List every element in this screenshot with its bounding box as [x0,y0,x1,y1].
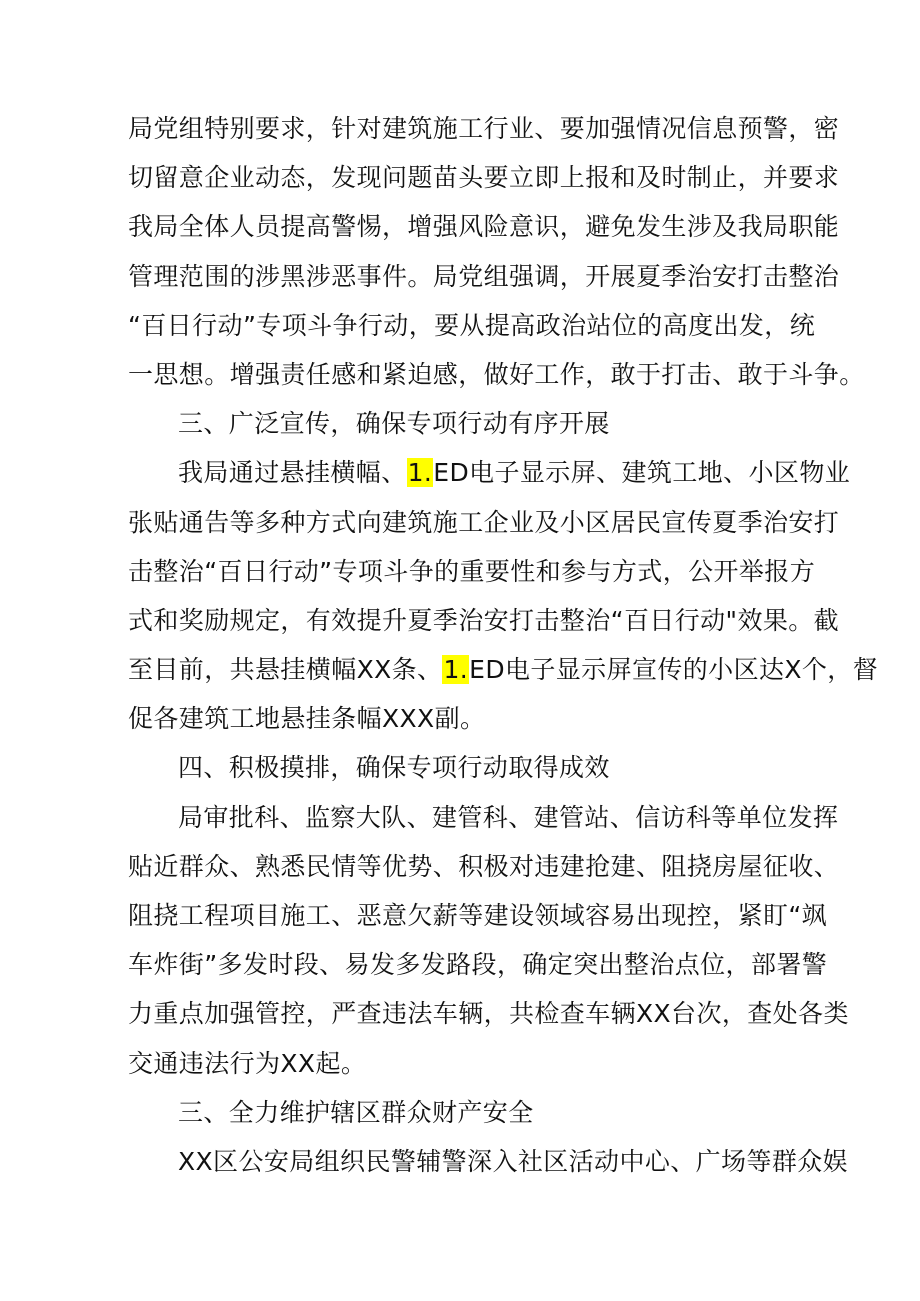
paragraph-2-line-5-part-b: ED电子显示屏宣传的小区达X个，督 [469,655,879,685]
document-body [128,104,879,1186]
paragraph-3-line-4: 车炸街”多发时段、易发多发路段，确定突出整治点位，部署警 [128,950,828,980]
highlighted-text: 1. [407,458,433,488]
paragraph-2-line-5 [128,645,879,694]
paragraph-1-line-1: 局党组特别要求，针对建筑施工行业、要加强情况信息预警，密 [128,114,840,143]
paragraph-3-line-6: 交通违法行为XX起。 [128,1048,367,1078]
paragraph-2-line-3: 击整治“百日行动”专项斗争的重要性和参与方式，公开举报方 [128,556,816,586]
paragraph-1-line-4: 管理范围的涉黑涉恶事件。局党组强调，开展夏季治安打击整治 [128,261,840,291]
paragraph-2-line-1-part-b: ED电子显示屏、建筑工地、小区物业 [433,458,851,488]
paragraph-2-line-1-part-a: 我局通过悬挂横幅、 [178,458,407,488]
paragraph-3-line-5: 力重点加强管控，严查违法车辆，共检查车辆XX台次，查处各类 [128,999,849,1029]
paragraph-2-line-6: 促各建筑工地悬挂条幅XXX副。 [128,704,486,734]
paragraph-3-line-3: 阻挠工程项目施工、恶意欠薪等建设领域容易出现控，紧盯“飒 [128,901,828,930]
paragraph-1-line-6: 一思想。增强责任感和紧迫感，做好工作，敢于打击、敢于斗争。 [128,359,865,389]
paragraph-3-line-1: 局审批科、监察大队、建管科、建管站、信访科等单位发挥 [178,802,839,832]
paragraph-2-line-4: 式和奖励规定，有效提升夏季治安打击整治“百日行动"效果。截 [128,605,840,635]
paragraph-2-line-1 [128,448,851,497]
paragraph-1-line-3: 我局全体人员提高警惕，增强风险意识，避免发生涉及我局职能 [128,212,840,242]
paragraph-1-line-5: “百日行动”专项斗争行动，要从提高政治站位的高度出发，统 [128,310,816,340]
paragraph-2-line-5-part-a: 至目前，共悬挂横幅XX条、 [128,655,443,685]
section-heading-property-safety: 三、全力维护辖区群众财产安全 [178,1097,534,1127]
paragraph-4-line-1: XX区公安局组织民警辅警深入社区活动中心、广场等群众娱 [178,1146,849,1176]
section-heading-investigation: 四、积极摸排，确保专项行动取得成效 [178,753,610,783]
section-heading-publicity: 三、广泛宣传，确保专项行动有序开展 [178,409,610,439]
highlighted-text: 1. [443,655,469,685]
paragraph-3-line-2: 贴近群众、熟悉民情等优势、积极对违建抢建、阻挠房屋征收、 [128,851,840,881]
paragraph-1-line-2: 切留意企业动态，发现问题苗头要立即上报和及时制止，并要求 [128,163,840,193]
paragraph-2-line-2: 张贴通告等多种方式向建筑施工企业及小区居民宣传夏季治安打 [128,507,840,537]
